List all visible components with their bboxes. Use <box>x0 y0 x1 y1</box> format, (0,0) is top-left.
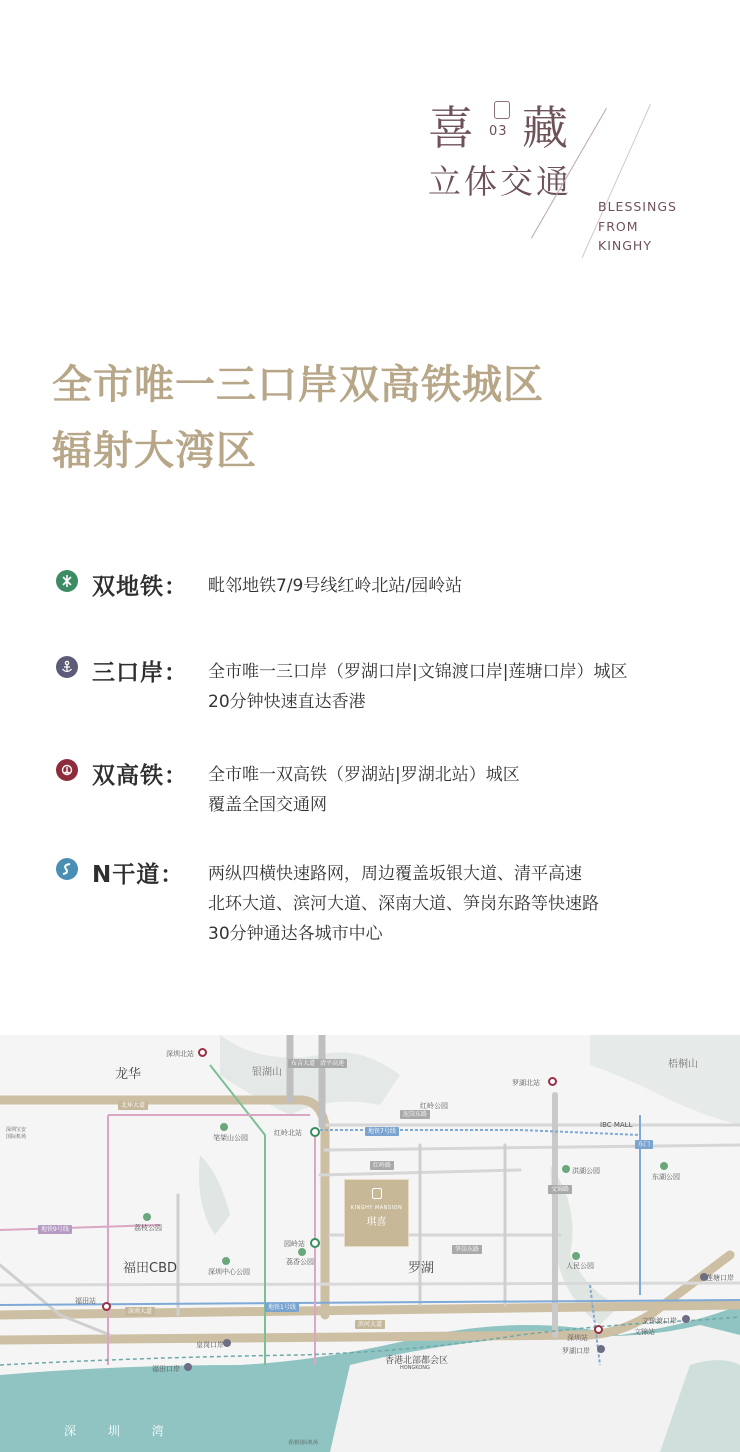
port-icon <box>597 1345 605 1353</box>
railway-station-icon <box>594 1325 603 1334</box>
mountain-label: 梧桐山 <box>668 1059 698 1070</box>
poi-label: 笔架山公园 <box>213 1134 248 1142</box>
park-icon <box>298 1248 306 1256</box>
road-icon <box>56 858 78 880</box>
airport-label: 香港国际机场 <box>288 1440 319 1446</box>
poi-label: 荔香公园 <box>286 1258 314 1266</box>
desc-line: 30分钟通达各城市中心 <box>208 924 383 944</box>
desc-line: 两纵四横快速路网，周边覆盖坂银大道、清平高速 <box>208 864 582 884</box>
road-tag: 滨河大道 <box>355 1320 385 1329</box>
station-label: 福田站 <box>75 1297 96 1305</box>
feature-desc <box>208 760 520 820</box>
project-name-en: KINGHY MANSION <box>350 1205 403 1211</box>
english-line: KINGHY <box>598 238 652 253</box>
transport-map <box>0 1035 740 1452</box>
feature-title: 三口岸： <box>92 660 188 686</box>
desc-line: 20分钟快速直达香港 <box>208 692 366 712</box>
port-label: 福田口岸 <box>152 1365 180 1373</box>
road-tag: 文锦路 <box>548 1185 572 1194</box>
english-line: BLESSINGS <box>598 199 677 214</box>
header-title-char-1: 喜 <box>428 101 476 155</box>
poi-label: 荔枝公园 <box>134 1224 162 1232</box>
desc-line: 北环大道、滨河大道、深南大道、笋岗东路等快速路 <box>208 894 599 914</box>
mountain-label: 银湖山 <box>252 1067 282 1078</box>
park-icon <box>660 1162 668 1170</box>
railway-station-icon <box>548 1077 557 1086</box>
project-logo-icon <box>372 1188 382 1199</box>
airport-label: 深圳宝安 国际机场 <box>6 1127 27 1140</box>
metro-station-label: 红岭北站 <box>274 1129 302 1137</box>
header-english <box>598 197 677 256</box>
poi-label: 人民公园 <box>566 1262 594 1270</box>
road-tag: 清平高速 <box>317 1059 347 1068</box>
port-icon <box>184 1363 192 1371</box>
english-line: FROM <box>598 218 639 234</box>
desc-line: 毗邻地铁7/9号线红岭北站/园岭站 <box>208 576 463 596</box>
station-label: 深圳站 <box>567 1334 588 1342</box>
project-name-cn: 琪喜 <box>366 1217 387 1228</box>
railway-station-icon <box>102 1302 111 1311</box>
desc-line: 全市唯一三口岸（罗湖口岸|文锦渡口岸|莲塘口岸）城区 <box>208 662 628 682</box>
railway-icon <box>56 759 78 781</box>
park-icon <box>562 1165 570 1173</box>
park-icon <box>572 1252 580 1260</box>
headline-line: 全市唯一三口岸双高铁城区 <box>52 362 544 408</box>
road-tag: 地铁1号线 <box>265 1303 299 1312</box>
feature-desc <box>208 657 627 717</box>
station-label: 罗湖北站 <box>512 1079 540 1087</box>
metro-icon <box>56 570 78 592</box>
hk-sub-label: HONGKONG <box>400 1365 430 1371</box>
poi-label: 红岭公园 <box>420 1102 448 1110</box>
header-subtitle: 立体交通 <box>428 162 572 201</box>
road-tag: 深南大道 <box>125 1307 155 1316</box>
road-tag: 布吉大道 <box>288 1059 318 1068</box>
park-icon <box>143 1213 151 1221</box>
port-label: 皇岗口岸 <box>196 1341 224 1349</box>
district-label: 龙华 <box>115 1067 142 1082</box>
district-label: 罗湖 <box>408 1261 435 1276</box>
feature-title: 双地铁： <box>92 574 188 600</box>
port-label: 罗湖口岸 <box>562 1347 590 1355</box>
anchor-icon <box>56 656 78 678</box>
poi-label: IBC MALL <box>600 1121 633 1129</box>
headline <box>52 352 544 484</box>
header-number: 03 <box>489 124 508 139</box>
desc-line: 覆盖全国交通网 <box>208 795 327 815</box>
sea-label: 深 圳 湾 <box>64 1424 178 1438</box>
road-tag: 北环大道 <box>118 1101 148 1110</box>
station-label: 深圳北站 <box>166 1050 194 1058</box>
feature-desc <box>208 859 599 949</box>
port-icon <box>223 1339 231 1347</box>
header-title-char-2: 藏 <box>522 101 570 155</box>
hk-label: 香港北部都会区 <box>385 1356 449 1366</box>
road-tag: 地铁7号线 <box>365 1127 399 1136</box>
feature-title: 双高铁： <box>92 763 188 789</box>
district-label: 福田CBD <box>123 1261 178 1276</box>
metro-station-icon <box>310 1238 320 1248</box>
road-tag: 泥岗东路 <box>400 1110 430 1119</box>
metro-station-icon <box>310 1127 320 1137</box>
project-marker <box>345 1180 408 1246</box>
port-label: 文锦站 <box>634 1328 655 1336</box>
poi-label: 深圳中心公园 <box>208 1268 250 1276</box>
port-label: 文锦渡口岸 <box>642 1317 677 1325</box>
port-label: 莲塘口岸 <box>706 1274 734 1282</box>
road-tag: 东门 <box>635 1140 653 1149</box>
headline-line: 辐射大湾区 <box>52 428 257 474</box>
feature-title: N干道： <box>92 862 185 888</box>
feature-desc <box>208 571 462 601</box>
park-icon <box>220 1123 228 1131</box>
road-tag: 笋岗东路 <box>452 1245 482 1254</box>
emblem-icon <box>494 101 510 119</box>
road-tag: 地铁9号线 <box>38 1225 72 1234</box>
poi-label: 洪湖公园 <box>572 1167 600 1175</box>
metro-station-label: 园岭站 <box>284 1240 305 1248</box>
park-icon <box>222 1257 230 1265</box>
road-tag: 红岭路 <box>370 1161 394 1170</box>
railway-station-icon <box>198 1048 207 1057</box>
header <box>0 0 740 300</box>
poi-label: 东湖公园 <box>652 1173 680 1181</box>
port-icon <box>682 1315 690 1323</box>
desc-line: 全市唯一双高铁（罗湖站|罗湖北站）城区 <box>208 765 520 785</box>
